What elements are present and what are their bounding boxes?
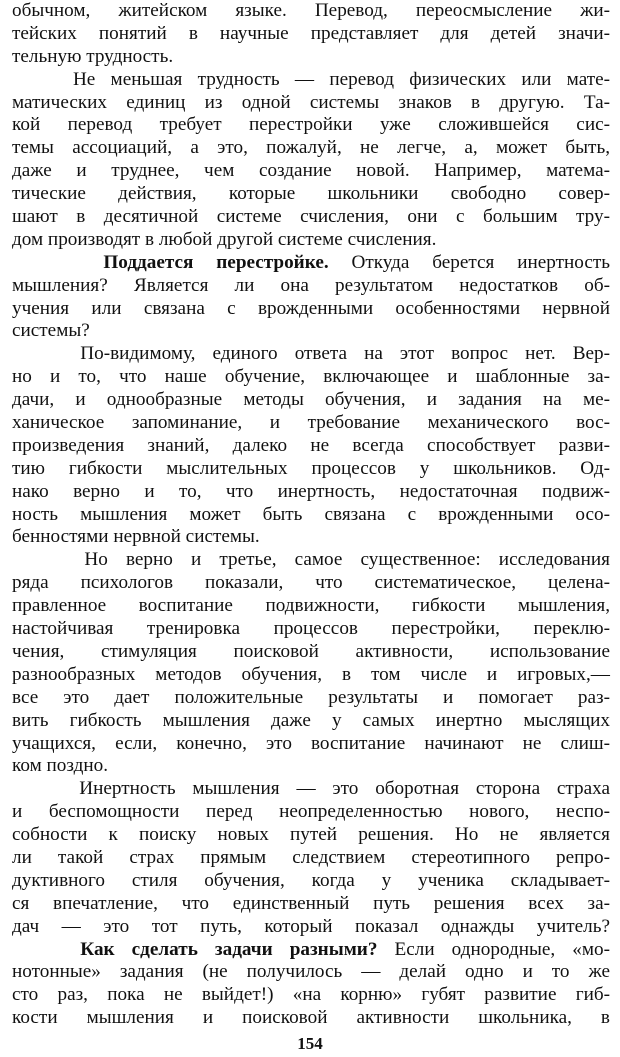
text-line xyxy=(12,160,610,183)
text-run: ханическое запоминание, и требование механического вос- xyxy=(12,412,610,434)
text-run: Не меньшая трудность — перевод физических или мате- xyxy=(12,68,610,90)
text-run: ся впечатление, что единственный путь решения всех за- xyxy=(12,892,610,914)
text-line xyxy=(12,275,610,298)
text-line xyxy=(12,755,610,778)
text-line xyxy=(12,92,610,115)
text-run: ряда психологов показали, что систематическое, целена- xyxy=(12,572,610,594)
text-line xyxy=(12,1007,610,1030)
text-line xyxy=(12,343,610,366)
text-line xyxy=(12,618,610,641)
text-line xyxy=(12,801,610,824)
text-run: кости мышления и поисковой активности школьника, в xyxy=(12,1007,610,1029)
text-line xyxy=(12,0,610,23)
text-run: дачи, и однообразные методы обучения, и задания на ме- xyxy=(12,389,610,411)
text-line xyxy=(12,229,610,252)
text-run: настойчивая тренировка процессов перестройки, переклю- xyxy=(12,618,610,640)
text-run: ком поздно. xyxy=(12,755,109,777)
text-run: сто раз, пока не выйдет!) «на корню» губят развитие гиб- xyxy=(12,984,610,1006)
text-run: шают в десятичной системе счисления, они с большим тру- xyxy=(12,206,610,228)
text-line xyxy=(12,252,610,275)
text-run: обычном, житейском языке. Перевод, переосмысление жи- xyxy=(12,0,610,21)
text-line xyxy=(12,710,610,733)
text-run: кой перевод требует перестройки уже сложившейся сис- xyxy=(12,114,610,136)
text-line xyxy=(12,687,610,710)
text-line xyxy=(12,733,610,756)
text-run: дач — это тот путь, который показал однажды учитель? xyxy=(12,915,610,937)
text-run: тические действия, которые школьники свободно совер- xyxy=(12,183,610,205)
text-run: ли такой страх прямым следствием стереотипного репро- xyxy=(12,846,610,868)
bold-heading: Как сделать задачи разными? xyxy=(12,938,378,960)
text-run: системы? xyxy=(12,320,90,342)
page-number: 154 xyxy=(297,1034,323,1053)
text-line xyxy=(12,641,610,664)
text-run: правленное воспитание подвижности, гибкости мышления, xyxy=(12,595,610,617)
text-run: Инертность мышления — это оборотная сторона страха xyxy=(12,778,610,800)
text-run: Откуда берется инертность xyxy=(328,251,610,273)
text-run: чения, стимуляция поисковой активности, использование xyxy=(12,640,610,662)
text-line xyxy=(12,870,610,893)
text-run: вить гибкость мышления даже у самых инертно мыслящих xyxy=(12,709,610,731)
text-line xyxy=(12,664,610,687)
text-line xyxy=(12,435,610,458)
text-line xyxy=(12,572,610,595)
text-line xyxy=(12,46,610,69)
text-run: но и то, что наше обучение, включающее и шаблонные за- xyxy=(12,366,610,388)
text-run: учащихся, если, конечно, это воспитание начинают не слиш- xyxy=(12,732,610,754)
text-run: бенностями нервной системы. xyxy=(12,526,260,548)
text-run: тельную трудность. xyxy=(12,45,174,67)
text-line xyxy=(12,824,610,847)
text-line xyxy=(12,504,610,527)
text-run: нотонные» задания (не получилось — делай одно и то же xyxy=(12,961,610,983)
text-run: мышления? Является ли она результатом недостатков об- xyxy=(12,274,610,296)
text-line xyxy=(12,366,610,389)
text-run: тию гибкости мыслительных процессов у школьников. Од- xyxy=(12,457,610,479)
text-line xyxy=(12,984,610,1007)
text-line xyxy=(12,298,610,321)
text-line xyxy=(12,595,610,618)
text-run: дуктивного стиля обучения, когда у ученика складывает- xyxy=(12,869,610,891)
text-run: и беспомощности перед неопределенностью нового, неспо- xyxy=(12,801,610,823)
text-run: темы ассоциаций, а это, пожалуй, не легче, а, может быть, xyxy=(12,137,610,159)
text-line xyxy=(12,320,610,343)
text-line xyxy=(12,458,610,481)
text-run: все это дает положительные результаты и помогает раз- xyxy=(12,686,610,708)
text-run: даже и труднее, чем создание новой. Например, матема- xyxy=(12,160,610,182)
text-line xyxy=(12,412,610,435)
text-run: матических единиц из одной системы знаков в другую. Та- xyxy=(12,91,610,113)
text-run: По-видимому, единого ответа на этот вопрос нет. Вер- xyxy=(12,343,610,365)
page-text xyxy=(12,0,610,1030)
text-run: тейских понятий в научные представляет для детей значи- xyxy=(12,22,610,44)
text-line xyxy=(12,916,610,939)
text-line xyxy=(12,114,610,137)
text-run: ность мышления может быть связана с врожденными осо- xyxy=(12,503,610,525)
text-line xyxy=(12,206,610,229)
text-line xyxy=(12,23,610,46)
text-line xyxy=(12,549,610,572)
text-line xyxy=(12,847,610,870)
text-run: разнообразных методов обучения, в том числе и игровых,— xyxy=(12,663,610,685)
text-run: учения или связана с врожденными особенностями нервной xyxy=(12,297,610,319)
text-line xyxy=(12,137,610,160)
text-line xyxy=(12,893,610,916)
text-line xyxy=(12,69,610,92)
text-run: нако верно и то, что инертность, недостаточная подвиж- xyxy=(12,480,610,502)
text-line xyxy=(12,183,610,206)
text-line xyxy=(12,526,610,549)
text-run: Если однородные, «мо- xyxy=(377,938,610,960)
text-run: собности к поиску новых путей решения. Но не является xyxy=(12,824,610,846)
text-line xyxy=(12,939,610,962)
bold-heading: Поддается перестройке. xyxy=(12,251,329,273)
text-run: Но верно и третье, самое существенное: исследования xyxy=(12,549,610,571)
text-line xyxy=(12,778,610,801)
text-run: произведения знаний, далеко не всегда способствует разви- xyxy=(12,434,610,456)
text-line xyxy=(12,961,610,984)
text-run: дом производят в любой другой системе счисления. xyxy=(12,228,437,250)
text-line xyxy=(12,481,610,504)
text-line xyxy=(12,389,610,412)
